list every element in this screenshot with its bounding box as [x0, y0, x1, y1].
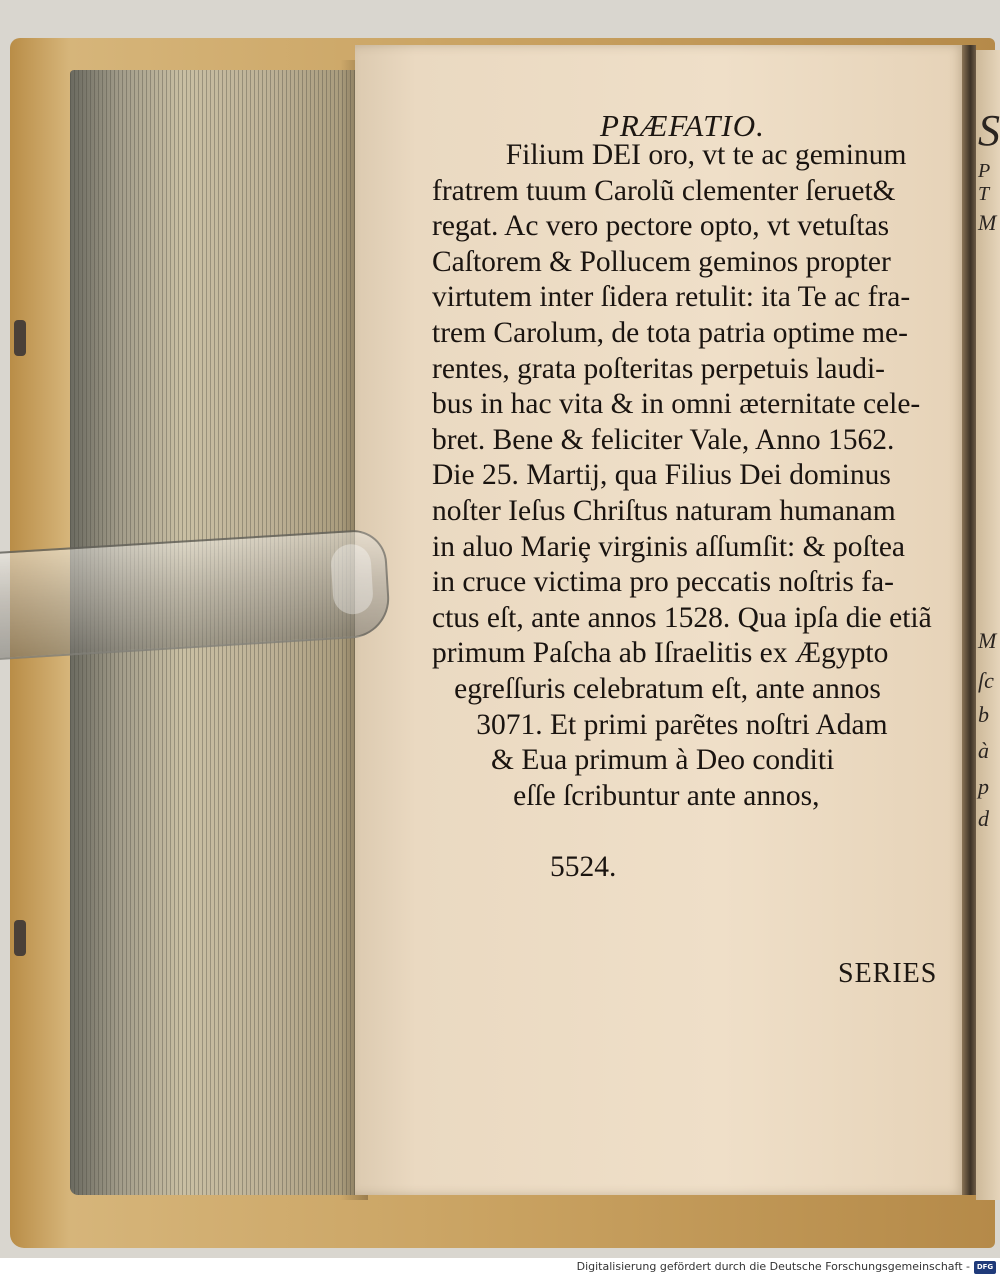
text-line: 3071. Et primi parẽtes noſtri Adam: [432, 708, 888, 741]
text-line: Caſtorem & Pollucem geminos propter: [432, 245, 891, 278]
text-line: regat. Ac vero pectore opto, vt vetuſtas: [432, 210, 890, 243]
footer-credit: Digitalisierung gefördert durch die Deutsche Forschungsgemeinschaft -: [576, 1260, 970, 1273]
page-gutter: [962, 45, 976, 1195]
text-line: fratrem tuum Carolũ clementer ſeruet&: [432, 174, 896, 207]
facing-fragment: M: [978, 210, 997, 235]
facing-fragment: d: [978, 806, 989, 831]
binding-clasp: [14, 320, 26, 356]
facing-fragment: à: [978, 738, 989, 763]
facing-fragment: p: [978, 774, 989, 799]
text-line: [432, 814, 954, 850]
facing-page: [976, 50, 1000, 1200]
page-body-text: [432, 138, 954, 885]
text-line: & Eua primum à Deo conditi: [432, 744, 835, 777]
text-line: bret. Bene & feliciter Vale, Anno 1562.: [432, 423, 895, 456]
facing-fragment: M: [978, 628, 997, 653]
text-line: Die 25. Martij, qua Filius Dei dominus: [432, 459, 891, 492]
running-head: PRÆFATIO.: [600, 108, 765, 143]
facing-fragment: ſc: [978, 668, 994, 693]
text-line: 5524.: [432, 850, 617, 883]
dfg-logo-icon: DFG: [974, 1261, 996, 1274]
text-line: rentes, grata poſteritas perpetuis laudi-: [432, 352, 885, 385]
facing-fragment: b: [978, 702, 989, 727]
catchword: SERIES: [838, 958, 938, 989]
text-line: in aluo Mariȩ virginis aſſumſit: & poſtea: [432, 530, 906, 563]
text-line: primum Paſcha ab Iſraelitis ex Ægypto: [432, 637, 889, 670]
text-line: virtutem inter ſidera retulit: ita Te ac fra-: [432, 281, 911, 314]
binding-clasp: [14, 920, 26, 956]
text-line: noſter Ieſus Chriſtus naturam humanam: [432, 494, 896, 527]
text-line: in cruce victima pro peccatis noſtris fa-: [432, 566, 894, 599]
text-line: bus in hac vita & in omni æternitate cele-: [432, 388, 921, 421]
text-line: egreſſuris celebratum eſt, ante annos: [432, 672, 881, 705]
facing-fragment: S: [978, 106, 1000, 155]
text-line: trem Carolum, de tota patria optime me-: [432, 316, 908, 349]
text-line: eſſe ſcribuntur ante annos,: [432, 779, 820, 812]
text-line: Filium DEI oro, vt te ac geminum: [432, 139, 907, 171]
facing-fragment: P T: [978, 160, 990, 205]
text-line: ctus eſt, ante annos 1528. Qua ipſa die etiã: [432, 601, 932, 634]
footer-bar: [0, 1258, 1000, 1278]
